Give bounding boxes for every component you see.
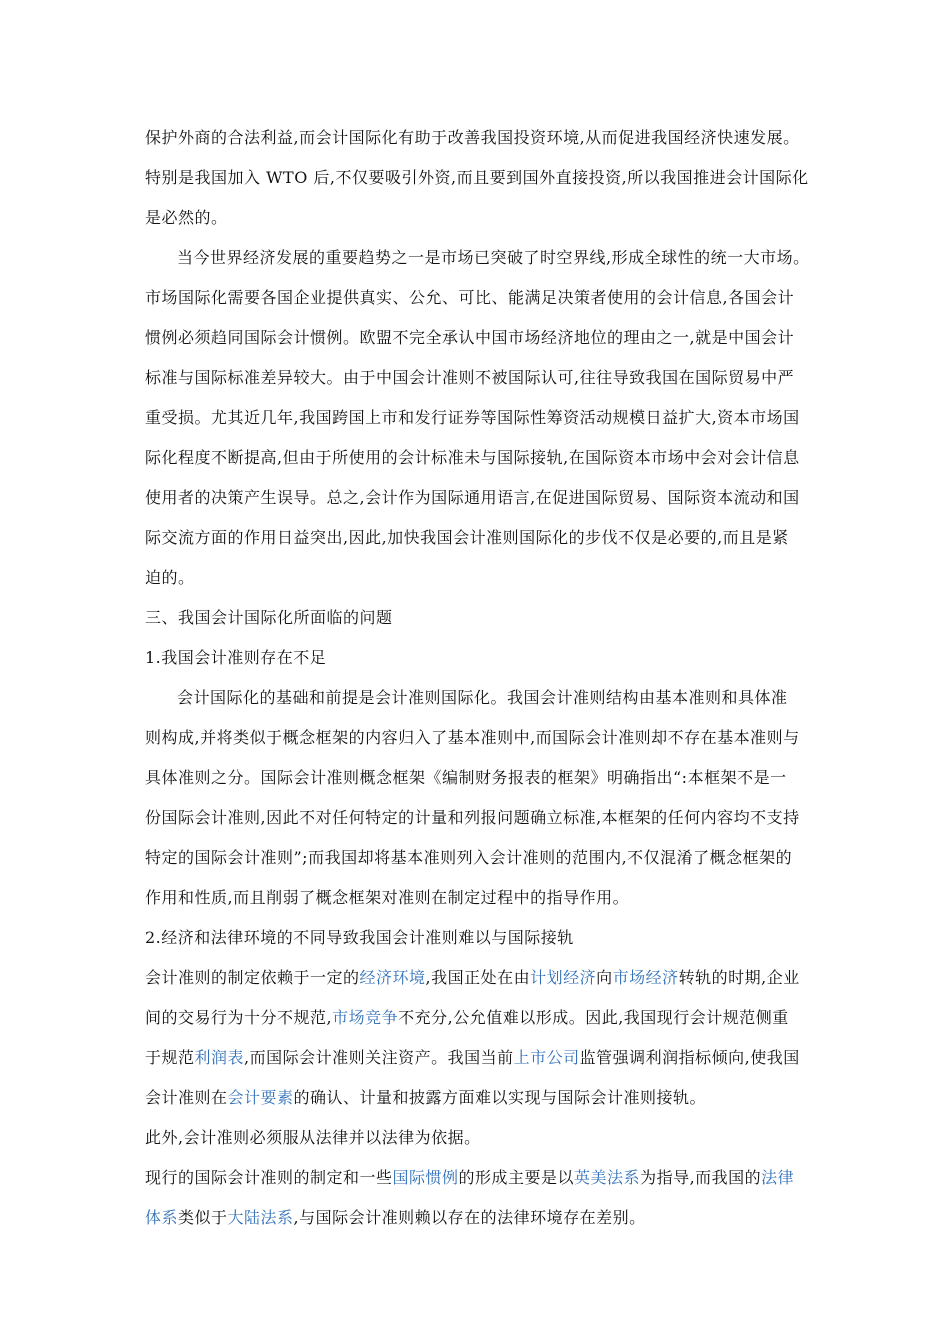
- paragraph-line: 会计国际化的基础和前提是会计准则国际化。我国会计准则结构由基本准则和具体准: [177, 688, 788, 707]
- section-heading: 三、我国会计国际化所面临的问题: [145, 608, 393, 627]
- link-market-economy[interactable]: 市场经济: [612, 968, 679, 987]
- paragraph-line: 迫的。: [145, 568, 195, 587]
- paragraph-line: [145, 1007, 789, 1029]
- subsection-heading: 1.我国会计准则存在不足: [145, 648, 327, 667]
- text-span: 为指导,而我国的: [640, 1168, 762, 1187]
- subsection-heading: 2.经济和法律环境的不同导致我国会计准则难以与国际接轨: [145, 928, 574, 947]
- paragraph-line: 具体准则之分。国际会计准则概念框架《编制财务报表的框架》明确指出“:本框架不是一: [145, 768, 787, 787]
- text-span: 的形成主要是以: [458, 1168, 575, 1187]
- paragraph-line: 特别是我国加入 WTO 后,不仅要吸引外资,而且要到国外直接投资,所以我国推进会计国际化: [145, 168, 809, 187]
- text-span: 的确认、计量和披露方面难以实现与国际会计准则接轨。: [293, 1088, 707, 1107]
- paragraph-line: 市场国际化需要各国企业提供真实、公允、可比、能满足决策者使用的会计信息,各国会计: [145, 288, 795, 307]
- link-common-law[interactable]: 英美法系: [574, 1168, 641, 1187]
- paragraph-line: 保护外商的合法利益,而会计国际化有助于改善我国投资环境,从而促进我国经济快速发展。: [145, 128, 800, 147]
- text-span: 监管强调利润指标倾向,使我国: [579, 1048, 800, 1067]
- link-planned-economy[interactable]: 计划经济: [530, 968, 597, 987]
- link-income-statement[interactable]: 利润表: [194, 1048, 245, 1067]
- link-civil-law[interactable]: 大陆法系: [227, 1208, 294, 1227]
- paragraph-line: 当今世界经济发展的重要趋势之一是市场已突破了时空界线,形成全球性的统一大市场。: [177, 248, 810, 267]
- paragraph-line: 惯例必须趋同国际会计惯例。欧盟不完全承认中国市场经济地位的理由之一,就是中国会计: [145, 328, 795, 347]
- paragraph-line: 际交流方面的作用日益突出,因此,加快我国会计准则国际化的步伐不仅是必要的,而且是紧: [145, 528, 789, 547]
- paragraph-line: 标准与国际标准差异较大。由于中国会计准则不被国际认可,往往导致我国在国际贸易中严: [145, 368, 795, 387]
- link-international-practice[interactable]: 国际惯例: [392, 1168, 459, 1187]
- text-span: 会计准则的制定依赖于一定的: [145, 968, 360, 987]
- paragraph-line: [145, 967, 800, 989]
- text-span: 类似于: [178, 1208, 228, 1227]
- link-listed-company[interactable]: 上市公司: [513, 1048, 580, 1067]
- text-span: 不充分,公允值难以形成。因此,我国现行会计规范侧重: [398, 1008, 789, 1027]
- link-accounting-elements[interactable]: 会计要素: [227, 1088, 294, 1107]
- link-legal-system[interactable]: 法律: [761, 1168, 795, 1187]
- paragraph-line: 特定的国际会计准则”;而我国却将基本准则列入会计准则的范围内,不仅混淆了概念框架的: [145, 848, 793, 867]
- paragraph-line: 使用者的决策产生误导。总之,会计作为国际通用语言,在促进国际贸易、国际资本流动和国: [145, 488, 800, 507]
- paragraph-line: 此外,会计准则必须服从法律并以法律为依据。: [145, 1128, 481, 1147]
- link-economic-environment[interactable]: 经济环境: [359, 968, 426, 987]
- link-legal-system[interactable]: 体系: [145, 1208, 179, 1227]
- text-span: 转轨的时期,企业: [678, 968, 800, 987]
- text-span: 间的交易行为十分不规范,: [145, 1008, 333, 1027]
- text-span: 会计准则在: [145, 1088, 228, 1107]
- text-span: 于规范: [145, 1048, 195, 1067]
- text-span: ,与国际会计准则赖以存在的法律环境存在差别。: [293, 1208, 646, 1227]
- text-span: ,而国际会计准则关注资产。我国当前: [244, 1048, 514, 1067]
- paragraph-line: [145, 1167, 794, 1189]
- paragraph-line: 作用和性质,而且削弱了概念框架对准则在制定过程中的指导作用。: [145, 888, 630, 907]
- text-span: ,我国正处在由: [425, 968, 531, 987]
- paragraph-line: 重受损。尤其近几年,我国跨国上市和发行证券等国际性筹资活动规模日益扩大,资本市场国: [145, 408, 800, 427]
- paragraph-line: [145, 1047, 800, 1069]
- paragraph-line: [145, 1087, 706, 1109]
- link-market-competition[interactable]: 市场竞争: [332, 1008, 399, 1027]
- text-span: 向: [596, 968, 613, 987]
- paragraph-line: 是必然的。: [145, 208, 228, 227]
- paragraph-line: 际化程度不断提高,但由于所使用的会计标准未与国际接轨,在国际资本市场中会对会计信息: [145, 448, 800, 467]
- text-span: 现行的国际会计准则的制定和一些: [145, 1168, 393, 1187]
- paragraph-line: 份国际会计准则,因此不对任何特定的计量和列报问题确立标准,本框架的任何内容均不支持: [145, 808, 800, 827]
- paragraph-line: [145, 1207, 646, 1229]
- paragraph-line: 则构成,并将类似于概念框架的内容归入了基本准则中,而国际会计准则却不存在基本准则与: [145, 728, 800, 747]
